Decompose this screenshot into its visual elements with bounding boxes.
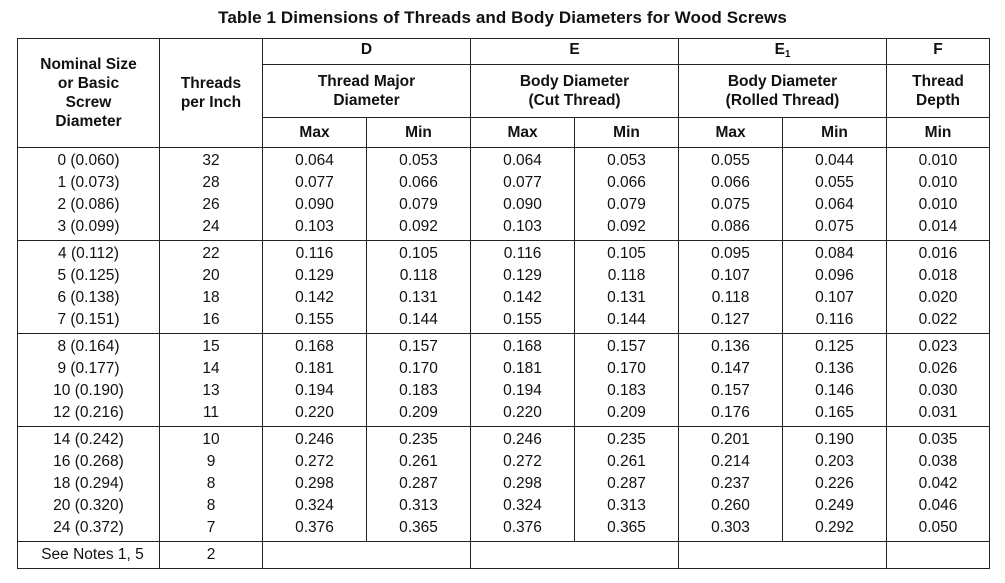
cell-value: 0.181 — [295, 360, 334, 377]
cell-value: 16 (0.268) — [53, 453, 124, 470]
cell-value: 10 — [202, 431, 220, 448]
cell-value: 0.313 — [399, 497, 438, 514]
cell-value: 0.237 — [711, 475, 750, 492]
cell-value: 0.376 — [503, 519, 542, 536]
cell-d-max — [263, 427, 367, 542]
cell-value: 18 — [202, 289, 220, 306]
header-e1-max: Max — [679, 118, 783, 148]
cell-value: 0.246 — [295, 431, 334, 448]
header-group-e-letter: E — [471, 39, 679, 65]
cell-f-min — [887, 427, 990, 542]
empty-cell-f — [887, 542, 990, 569]
cell-value: 0.014 — [918, 218, 958, 235]
cell-value: 0.055 — [711, 152, 750, 169]
empty-cell-d — [263, 542, 471, 569]
row-group — [18, 427, 990, 542]
cell-value: 0.116 — [815, 311, 854, 328]
header-group-d-letter: D — [263, 39, 471, 65]
notes-row — [18, 542, 990, 569]
cell-value: 8 — [206, 497, 216, 514]
header-e1-min: Min — [783, 118, 887, 148]
cell-value: 24 (0.372) — [53, 519, 124, 536]
header-group-d-desc: Thread Major Diameter — [263, 65, 471, 118]
cell-value: 0.303 — [711, 519, 750, 536]
cell-value: 0.050 — [918, 519, 958, 536]
cell-value: 0.261 — [607, 453, 646, 470]
cell-value: 0.249 — [815, 497, 854, 514]
cell-value: 0.095 — [711, 245, 750, 262]
cell-value: 0.118 — [711, 289, 750, 306]
cell-d-min — [367, 241, 471, 334]
cell-value: 0.107 — [711, 267, 750, 284]
table-row — [18, 148, 990, 241]
cell-e1-max — [679, 241, 783, 334]
cell-value: 11 — [202, 404, 220, 421]
cell-e1-max — [679, 148, 783, 241]
cell-value: 0.235 — [399, 431, 438, 448]
header-d-min: Min — [367, 118, 471, 148]
header-nominal-size: Nominal Size or Basic Screw Diameter — [18, 39, 160, 148]
cell-value: 0.044 — [815, 152, 854, 169]
cell-d-min — [367, 148, 471, 241]
cell-value: 0.053 — [399, 152, 438, 169]
cell-value: 0.030 — [918, 382, 958, 399]
cell-value: 0.144 — [399, 311, 438, 328]
cell-value: 0.131 — [607, 289, 646, 306]
cell-value: 0.157 — [607, 338, 646, 355]
cell-value: 0.092 — [607, 218, 646, 235]
cell-value: 20 — [202, 267, 220, 284]
cell-value: 0.016 — [918, 245, 958, 262]
cell-value: 0.142 — [503, 289, 542, 306]
cell-value: 0.155 — [503, 311, 542, 328]
cell-value: 5 (0.125) — [57, 267, 120, 284]
cell-value: 0.181 — [503, 360, 542, 377]
cell-value: 0.090 — [503, 196, 542, 213]
cell-f-min — [887, 148, 990, 241]
cell-value: 0.157 — [711, 382, 750, 399]
dimensions-table — [17, 38, 990, 569]
cell-value: 0.077 — [295, 174, 334, 191]
cell-value: 0.190 — [815, 431, 854, 448]
empty-cell-e — [471, 542, 679, 569]
cell-value: 0.324 — [295, 497, 334, 514]
cell-size — [18, 334, 160, 427]
cell-e1-min — [783, 427, 887, 542]
header-e-min: Min — [575, 118, 679, 148]
cell-value: 0.092 — [399, 218, 438, 235]
cell-value: 2 (0.086) — [57, 196, 120, 213]
cell-value: 0.105 — [607, 245, 646, 262]
cell-e-min — [575, 241, 679, 334]
cell-value: 0.260 — [711, 497, 750, 514]
cell-e-min — [575, 334, 679, 427]
cell-value: 15 — [202, 338, 220, 355]
cell-f-min — [887, 241, 990, 334]
cell-value: 0.365 — [607, 519, 646, 536]
cell-d-min — [367, 427, 471, 542]
cell-value: 0.116 — [295, 245, 334, 262]
cell-value: 8 (0.164) — [57, 338, 120, 355]
cell-value: 22 — [202, 245, 220, 262]
cell-value: 0.022 — [918, 311, 958, 328]
cell-e-min — [575, 148, 679, 241]
table-row — [18, 334, 990, 427]
cell-value: 0.103 — [503, 218, 542, 235]
cell-value: 0.203 — [815, 453, 854, 470]
cell-value: 0.010 — [918, 196, 958, 213]
cell-value: 13 — [202, 382, 220, 399]
cell-size — [18, 427, 160, 542]
header-f-min: Min — [887, 118, 990, 148]
cell-value: 0.026 — [918, 360, 958, 377]
cell-value: 14 (0.242) — [53, 431, 124, 448]
cell-value: 16 — [202, 311, 220, 328]
cell-value: 0.272 — [503, 453, 542, 470]
cell-value: 28 — [202, 174, 220, 191]
cell-value: 0.129 — [295, 267, 334, 284]
cell-value: 0.155 — [295, 311, 334, 328]
notes-cell: See Notes 1, 5 — [18, 542, 160, 569]
header-threads-per-inch: Threads per Inch — [160, 39, 263, 148]
header-group-e-desc: Body Diameter (Cut Thread) — [471, 65, 679, 118]
cell-e-max — [471, 241, 575, 334]
cell-e-max — [471, 427, 575, 542]
cell-value: 0.194 — [503, 382, 542, 399]
cell-value: 0.031 — [918, 404, 958, 421]
cell-value: 6 (0.138) — [57, 289, 120, 306]
cell-value: 0.183 — [399, 382, 438, 399]
cell-value: 0.103 — [295, 218, 334, 235]
cell-value: 0.042 — [918, 475, 958, 492]
notes-row-group — [18, 542, 990, 569]
cell-value: 20 (0.320) — [53, 497, 124, 514]
row-group — [18, 148, 990, 241]
cell-value: 14 — [202, 360, 220, 377]
cell-e1-min — [783, 334, 887, 427]
cell-d-max — [263, 148, 367, 241]
cell-value: 0.127 — [711, 311, 750, 328]
cell-value: 0.170 — [399, 360, 438, 377]
cell-value: 0.064 — [295, 152, 334, 169]
table-row — [18, 241, 990, 334]
cell-value: 9 — [206, 453, 216, 470]
cell-e-max — [471, 148, 575, 241]
cell-value: 0.129 — [503, 267, 542, 284]
cell-value: 10 (0.190) — [53, 382, 124, 399]
cell-value: 0.201 — [711, 431, 750, 448]
cell-value: 3 (0.099) — [57, 218, 120, 235]
cell-value: 7 — [206, 519, 216, 536]
cell-value: 8 — [206, 475, 216, 492]
row-group — [18, 241, 990, 334]
cell-value: 0.313 — [607, 497, 646, 514]
cell-value: 0.077 — [503, 174, 542, 191]
cell-value: 18 (0.294) — [53, 475, 124, 492]
cell-value: 0.376 — [295, 519, 334, 536]
cell-value: 0.226 — [815, 475, 854, 492]
cell-d-min — [367, 334, 471, 427]
table-row — [18, 427, 990, 542]
cell-value: 0.105 — [399, 245, 438, 262]
cell-value: 0.168 — [503, 338, 542, 355]
cell-value: 0.165 — [815, 404, 854, 421]
cell-value: 0.298 — [295, 475, 334, 492]
cell-value: 0.147 — [711, 360, 750, 377]
cell-e-max — [471, 334, 575, 427]
table-header — [18, 39, 990, 148]
cell-value: 0.220 — [503, 404, 542, 421]
cell-value: 0.018 — [918, 267, 958, 284]
cell-value: 0.235 — [607, 431, 646, 448]
cell-value: 0.084 — [815, 245, 854, 262]
cell-tpi — [160, 427, 263, 542]
cell-value: 0.020 — [918, 289, 958, 306]
cell-value: 32 — [202, 152, 220, 169]
cell-value: 0.176 — [711, 404, 750, 421]
cell-value: 0.209 — [399, 404, 438, 421]
cell-value: 0.365 — [399, 519, 438, 536]
cell-value: 0.066 — [607, 174, 646, 191]
header-group-e1-desc: Body Diameter (Rolled Thread) — [679, 65, 887, 118]
cell-value: 0.010 — [918, 174, 958, 191]
cell-value: 0.066 — [711, 174, 750, 191]
cell-value: 0.144 — [607, 311, 646, 328]
cell-value: 0.079 — [399, 196, 438, 213]
cell-value: 0.292 — [815, 519, 854, 536]
cell-e1-max — [679, 427, 783, 542]
cell-value: 0.209 — [607, 404, 646, 421]
cell-value: 0.096 — [815, 267, 854, 284]
cell-value: 0.146 — [815, 382, 854, 399]
cell-value: 24 — [202, 218, 220, 235]
cell-value: 0.046 — [918, 497, 958, 514]
cell-value: 0.053 — [607, 152, 646, 169]
header-group-f-letter: F — [887, 39, 990, 65]
cell-value: 0.116 — [503, 245, 542, 262]
cell-value: 0.118 — [399, 267, 438, 284]
cell-e-min — [575, 427, 679, 542]
row-group — [18, 334, 990, 427]
cell-value: 0.107 — [815, 289, 854, 306]
cell-value: 0.136 — [815, 360, 854, 377]
notes-tpi-cell: 2 — [160, 542, 263, 569]
header-d-max: Max — [263, 118, 367, 148]
cell-value: 0.157 — [399, 338, 438, 355]
cell-value: 0.194 — [295, 382, 334, 399]
cell-value: 0.055 — [815, 174, 854, 191]
cell-value: 0.272 — [295, 453, 334, 470]
cell-value: 0.090 — [295, 196, 334, 213]
cell-value: 0.214 — [711, 453, 750, 470]
empty-cell-e1 — [679, 542, 887, 569]
cell-value: 9 (0.177) — [57, 360, 120, 377]
cell-value: 0.183 — [607, 382, 646, 399]
cell-value: 0.142 — [295, 289, 334, 306]
cell-value: 0.079 — [607, 196, 646, 213]
cell-value: 7 (0.151) — [57, 311, 120, 328]
cell-size — [18, 148, 160, 241]
cell-value: 0.246 — [503, 431, 542, 448]
cell-d-max — [263, 241, 367, 334]
header-group-f-desc: Thread Depth — [887, 65, 990, 118]
cell-value: 4 (0.112) — [58, 245, 119, 262]
cell-tpi — [160, 241, 263, 334]
cell-value: 0.038 — [918, 453, 958, 470]
cell-value: 0.220 — [295, 404, 334, 421]
cell-value: 0.324 — [503, 497, 542, 514]
cell-value: 0.023 — [918, 338, 958, 355]
cell-value: 0.064 — [503, 152, 542, 169]
cell-value: 0.261 — [399, 453, 438, 470]
cell-value: 0.066 — [399, 174, 438, 191]
cell-value: 0.287 — [607, 475, 646, 492]
cell-value: 0.170 — [607, 360, 646, 377]
cell-tpi — [160, 148, 263, 241]
cell-value: 0.168 — [295, 338, 334, 355]
cell-tpi — [160, 334, 263, 427]
cell-size — [18, 241, 160, 334]
cell-value: 12 (0.216) — [53, 404, 124, 421]
cell-e1-min — [783, 241, 887, 334]
cell-value: 0.064 — [815, 196, 854, 213]
cell-value: 0.136 — [711, 338, 750, 355]
header-group-e1-letter: $E_1$ — [679, 39, 887, 65]
cell-value: 0.075 — [815, 218, 854, 235]
cell-value: 0.010 — [918, 152, 958, 169]
cell-f-min — [887, 334, 990, 427]
table-title: Table 1 Dimensions of Threads and Body Diameters for Wood Screws — [218, 8, 787, 27]
cell-value: 0 (0.060) — [57, 152, 120, 169]
cell-value: 1 (0.073) — [57, 174, 120, 191]
cell-value: 0.035 — [918, 431, 958, 448]
cell-e1-max — [679, 334, 783, 427]
cell-value: 0.118 — [607, 267, 646, 284]
header-e-max: Max — [471, 118, 575, 148]
cell-value: 0.075 — [711, 196, 750, 213]
cell-value: 0.298 — [503, 475, 542, 492]
cell-d-max — [263, 334, 367, 427]
cell-e1-min — [783, 148, 887, 241]
cell-value: 0.131 — [399, 289, 438, 306]
cell-value: 0.125 — [815, 338, 854, 355]
cell-value: 0.086 — [711, 218, 750, 235]
cell-value: 26 — [202, 196, 220, 213]
cell-value: 0.287 — [399, 475, 438, 492]
